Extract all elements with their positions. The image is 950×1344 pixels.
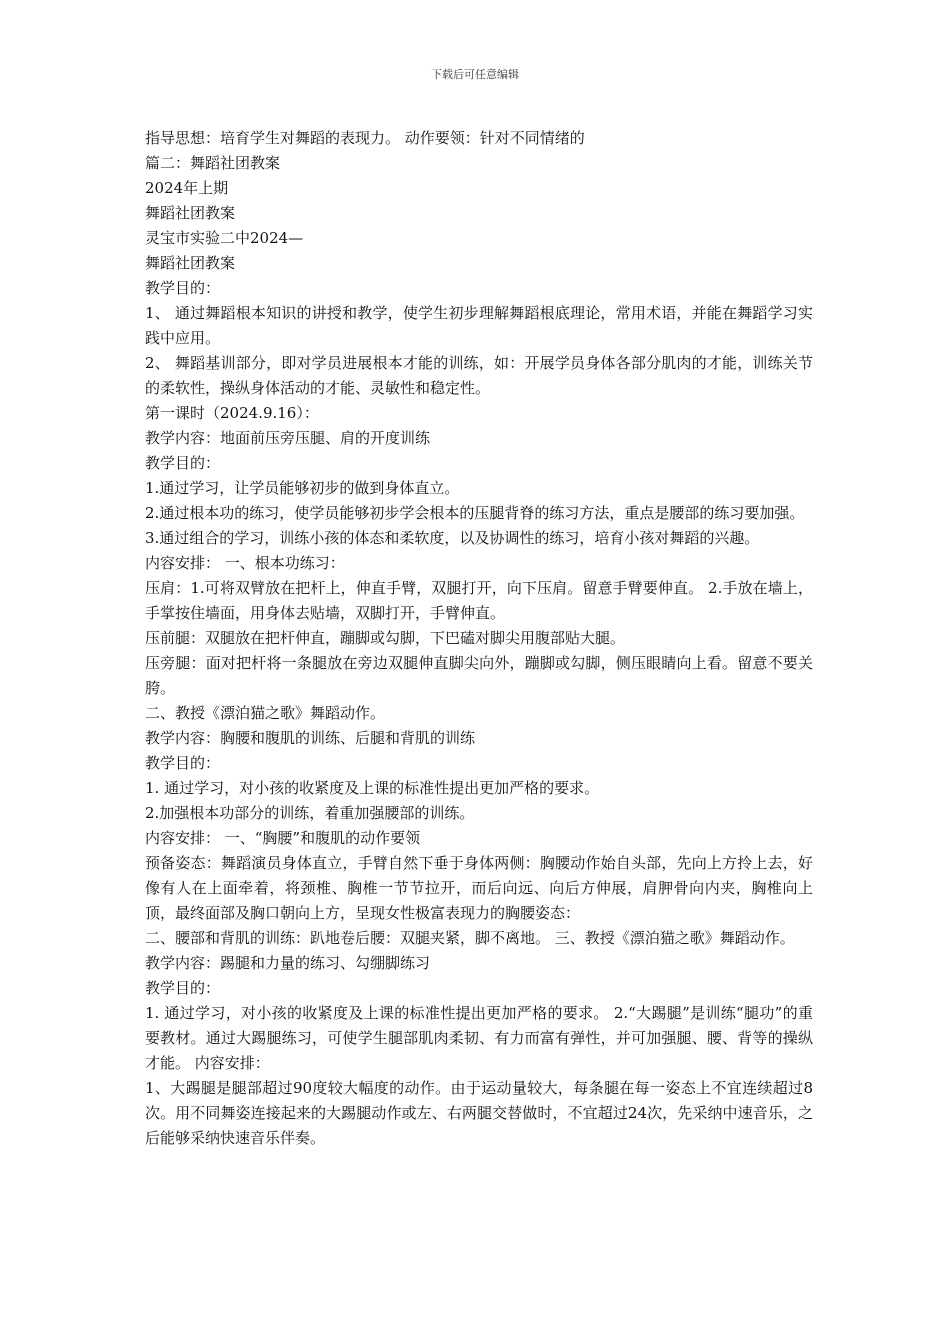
paragraph: 内容安排： 一、“胸腰”和腹肌的动作要领 [145, 829, 421, 847]
paragraph: 灵宝市实验二中2024— [145, 229, 304, 247]
paragraph: 教学内容：踢腿和力量的练习、勾绷脚练习 [145, 954, 431, 972]
paragraph: 指导思想：培育学生对舞蹈的表现力。 动作要领：针对不同情绪的 [145, 129, 585, 147]
paragraph: 教学内容：胸腰和腹肌的训练、后腿和背肌的训练 [145, 729, 476, 747]
paragraph: 二、腰部和背肌的训练：趴地卷后腰：双腿夹紧，脚不离地。 三、教授《漂泊猫之歌》舞蹈动作。 [145, 929, 795, 947]
paragraph: 3.通过组合的学习，训练小孩的体态和柔软度，以及协调性的练习，培育小孩对舞蹈的兴趣。 [145, 529, 760, 547]
paragraph: 教学目的： [145, 979, 221, 997]
document-body [145, 126, 813, 1151]
paragraph: 2024年上期 [145, 179, 229, 197]
paragraph: 二、教授《漂泊猫之歌》舞蹈动作。 [145, 704, 386, 722]
paragraph: 2、 舞蹈基训部分，即对学员进展根本才能的训练，如：开展学员身体各部分肌肉的才能，训练关节的柔软性，操纵身体活动的才能、灵敏性和稳定性。 [145, 354, 813, 397]
page-header: 下载后可任意编辑 [431, 68, 519, 81]
paragraph: 教学目的： [145, 454, 221, 472]
paragraph: 舞蹈社团教案 [145, 204, 236, 222]
paragraph: 1、 通过舞蹈根本知识的讲授和教学，使学生初步理解舞蹈根底理论，常用术语，并能在舞蹈学习实践中应用。 [145, 304, 813, 347]
paragraph: 2.加强根本功部分的训练，着重加强腰部的训练。 [145, 804, 475, 822]
paragraph: 舞蹈社团教案 [145, 254, 236, 272]
paragraph: 压旁腿：面对把杆将一条腿放在旁边双腿伸直脚尖向外，蹦脚或勾脚，侧压眼睛向上看。留意不要关胯。 [145, 654, 813, 697]
paragraph: 1. 通过学习，对小孩的收紧度及上课的标准性提出更加严格的要求。 [145, 779, 600, 797]
paragraph: 教学内容：地面前压旁压腿、肩的开度训练 [145, 429, 431, 447]
paragraph: 预备姿态：舞蹈演员身体直立，手臂自然下垂于身体两侧：胸腰动作始自头部，先向上方拎上去，好像有人在上面牵着，将颈椎、胸椎一节节拉开，而后向远、向后方伸展，肩胛骨向内夹，胸椎向上顶，最终面部及胸口朝向上方，呈现女性极富表现力的胸腰姿态： [145, 854, 813, 922]
section-title: 篇二：舞蹈社团教案 [145, 154, 281, 172]
paragraph: 1.通过学习，让学员能够初步的做到身体直立。 [145, 479, 460, 497]
paragraph: 教学目的： [145, 279, 221, 297]
paragraph: 1. 通过学习，对小孩的收紧度及上课的标准性提出更加严格的要求。 2.“大踢腿”是训练“腿功”的重要教材。通过大踢腿练习，可使学生腿部肌肉柔韧、有力而富有弹性，并可加强腿、腰、背等的操纵才能。 内容安排： [145, 1004, 813, 1072]
paragraph: 压前腿：双腿放在把杆伸直，蹦脚或勾脚，下巴磕对脚尖用腹部贴大腿。 [145, 629, 626, 647]
paragraph: 教学目的： [145, 754, 221, 772]
paragraph: 2.通过根本功的练习，使学员能够初步学会根本的压腿背脊的练习方法，重点是腰部的练习要加强。 [145, 504, 805, 522]
paragraph: 内容安排： 一、根本功练习： [145, 554, 345, 572]
paragraph: 压肩：1.可将双臂放在把杆上，伸直手臂，双腿打开，向下压肩。留意手臂要伸直。 2.手放在墙上，手掌按住墙面，用身体去贴墙，双脚打开，手臂伸直。 [145, 579, 813, 622]
paragraph: 1、大踢腿是腿部超过90度较大幅度的动作。由于运动量较大，每条腿在每一姿态上不宜连续超过8次。用不同舞姿连接起来的大踢腿动作或左、右两腿交替做时，不宜超过24次，先采纳中速音乐，之后能够采纳快速音乐伴奏。 [145, 1079, 813, 1147]
paragraph: 第一课时（2024.9.16）： [145, 404, 319, 422]
